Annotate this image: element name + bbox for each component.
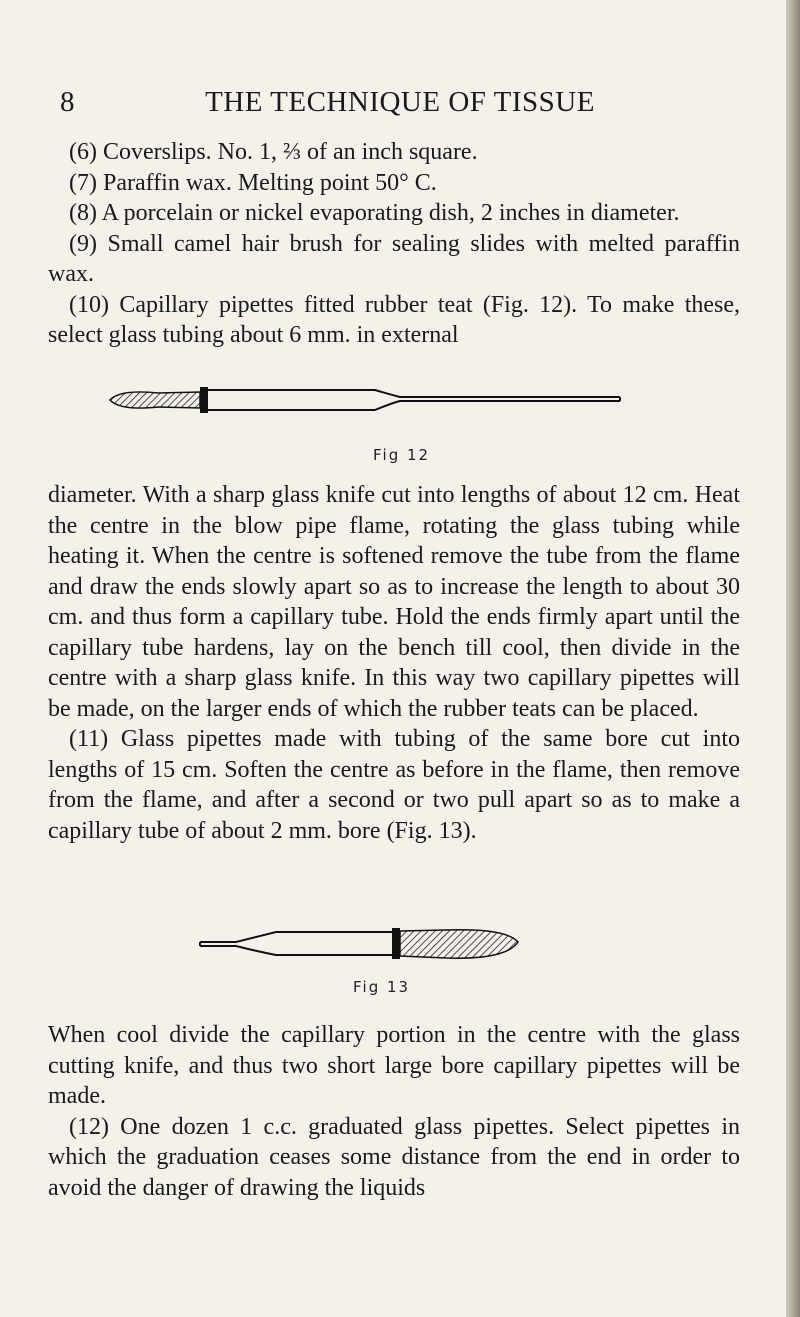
list-item: (12) One dozen 1 c.c. graduated glass pipettes. Select pipettes in which the graduation ceases some distance from the end in order to avoid the danger of drawing the liquids [48,1113,740,1201]
items-top [48,137,740,351]
list-item: (8) A porcelain or nickel evaporating dish, 2 inches in diameter. [69,200,680,226]
running-title: THE TECHNIQUE OF TISSUE [205,86,595,118]
list-item: (11) Glass pipettes made with tubing of the same bore cut into lengths of 15 cm. Soften the centre as before in the flame, then remove from the flame, and after a second or two pull apart so as to make a capillary tube of about 2 mm. bore (Fig. 13). [48,726,740,844]
rubber-teat-left [110,387,208,413]
page-header [60,86,740,126]
fig12-caption: Fig 12 [373,446,431,464]
paragraph-continuation: diameter. With a sharp glass knife cut into lengths of about 12 cm. Heat the centre in the blow pipe flame, rotating the glass tubing while heating it. When the centre is softened remove the tube from the flame and draw the ends slowly apart so as to increase the length to about 30 cm. and thus form a capillary tube. Hold the ends firmly apart until the capillary tube hardens, lay on the bench till cool, then divide in the centre with a sharp glass knife. In this way two capillary pipettes will be made, on the larger ends of which the rubber teats can be placed. [48,482,740,722]
fig12-pipette-illustration [100,375,630,425]
list-item: (10) Capillary pipettes fitted rubber teat (Fig. 12). To make these, select glass tubing about 6 mm. in external [48,291,740,348]
fig13-caption: Fig 13 [353,978,411,996]
page-edge-shadow [786,0,800,1317]
list-item: (6) Coverslips. No. 1, ⅔ of an inch square. [69,139,478,165]
paragraph-bottom [48,1020,740,1203]
paragraph-mid [48,480,740,846]
list-item: (7) Paraffin wax. Melting point 50° C. [69,169,437,196]
rubber-teat-right [392,928,518,959]
paragraph-continuation: When cool divide the capillary portion in the centre with the glass cutting knife, and thus two short large bore capillary pipettes will be made. [48,1022,740,1109]
list-item: (9) Small camel hair brush for sealing slides with melted paraffin wax. [48,230,740,287]
page-number: 8 [60,86,75,118]
fig13-pipette-illustration [196,922,536,968]
